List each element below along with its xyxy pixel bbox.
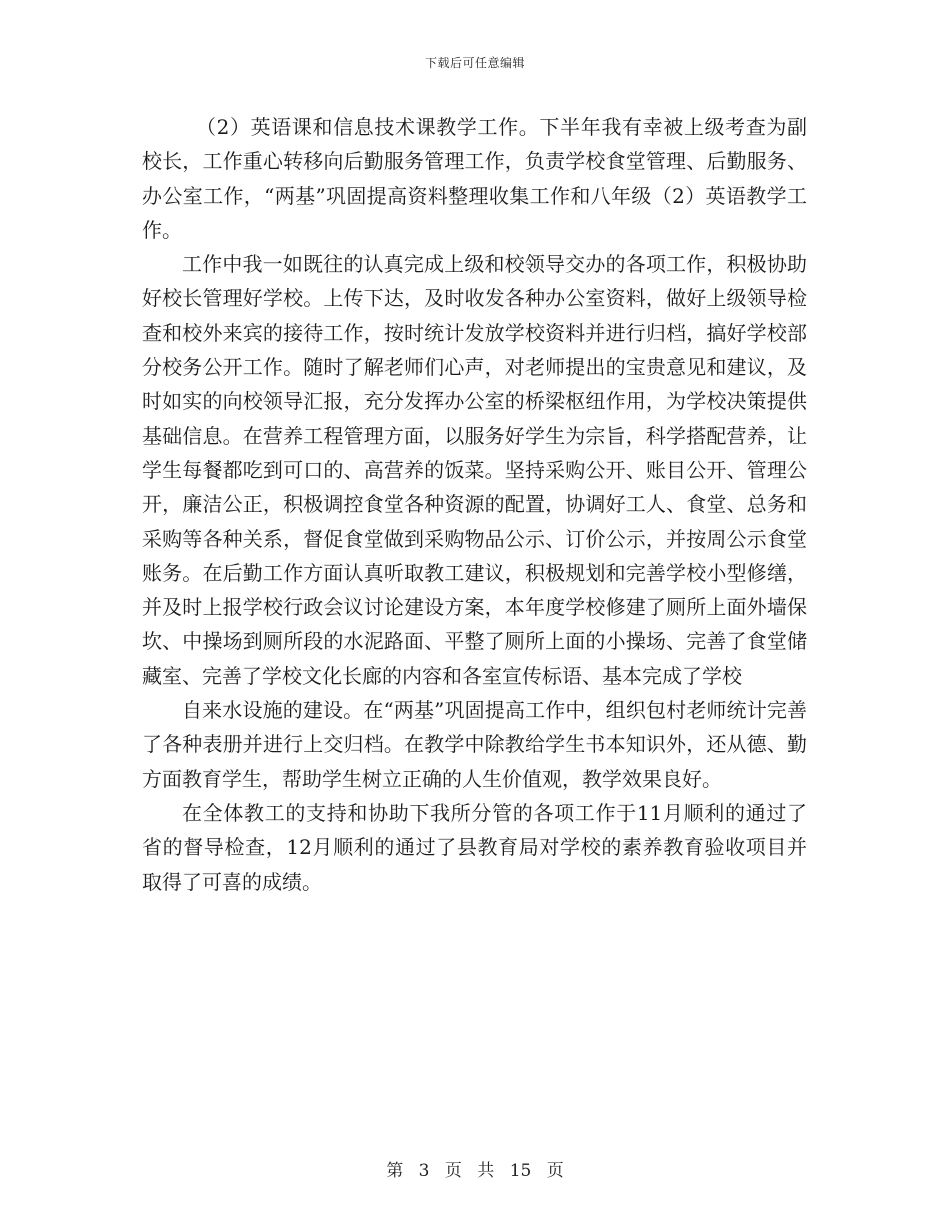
page-footer [0,1156,950,1181]
paragraph-2: 工作中我一如既往的认真完成上级和校领导交办的各项工作，积极协助好校长管理好学校。上传下达，及时收发各种办公室资料，做好上级领导检查和校外来宾的接待工作，按时统计发放学校资料并进行归档，搞好学校部分校务公开工作。随时了解老师们心声，对老师提出的宝贵意见和建议，及时如实的向校领导汇报，充分发挥办公室的桥梁枢纽作用，为学校决策提供基础信息。在营养工程管理方面，以服务好学生为宗旨，科学搭配营养，让学生每餐都吃到可口的、高营养的饭菜。坚持采购公开、账目公开、管理公开，廉洁公正，积极调控食堂各种资源的配置，协调好工人、食堂、总务和采购等各种关系，督促食堂做到采购物品公示、订价公示，并按周公示食堂账务。在后勤工作方面认真听取教工建议，积极规划和完善学校小型修缮，并及时上报学校行政会议讨论建设方案，本年度学校修建了厕所上面外墙保坎、中操场到厕所段的水泥路面、平整了厕所上面的小操场、完善了食堂储藏室、完善了学校文化长廊的内容和各室宣传标语、基本完成了学校 [142,252,807,688]
footer-total-pages: 15 [509,1161,532,1181]
page-header: 下载后可任意编辑 [424,56,525,70]
body-text [142,110,807,899]
footer-prefix: 第 [386,1161,404,1181]
footer-current-page: 3 [418,1161,430,1181]
paragraph-4: 在全体教工的支持和协助下我所分管的各项工作于11月顺利的通过了省的督导检查，12月顺利的通过了县教育局对学校的素养教育验收项目并取得了可喜的成绩。 [142,800,807,894]
paragraph-3: 自来水设施的建设。在“两基”巩固提高工作中，组织包村老师统计完善了各种表册并进行上交归档。在教学中除教给学生书本知识外，还从德、勤方面教育学生，帮助学生树立正确的人生价值观，教学效果良好。 [142,698,807,791]
paragraph-1: （2）英语课和信息技术课教学工作。下半年我有幸被上级考查为副校长，工作重心转移向后勤服务管理工作，负责学校食堂管理、后勤服务、办公室工作，“两基”巩固提高资料整理收集工作和八年级（2）英语教学工作。 [142,115,807,242]
footer-total-word: 共 [477,1161,495,1181]
footer-suffix: 页 [546,1161,564,1181]
footer-page-word: 页 [444,1161,462,1181]
